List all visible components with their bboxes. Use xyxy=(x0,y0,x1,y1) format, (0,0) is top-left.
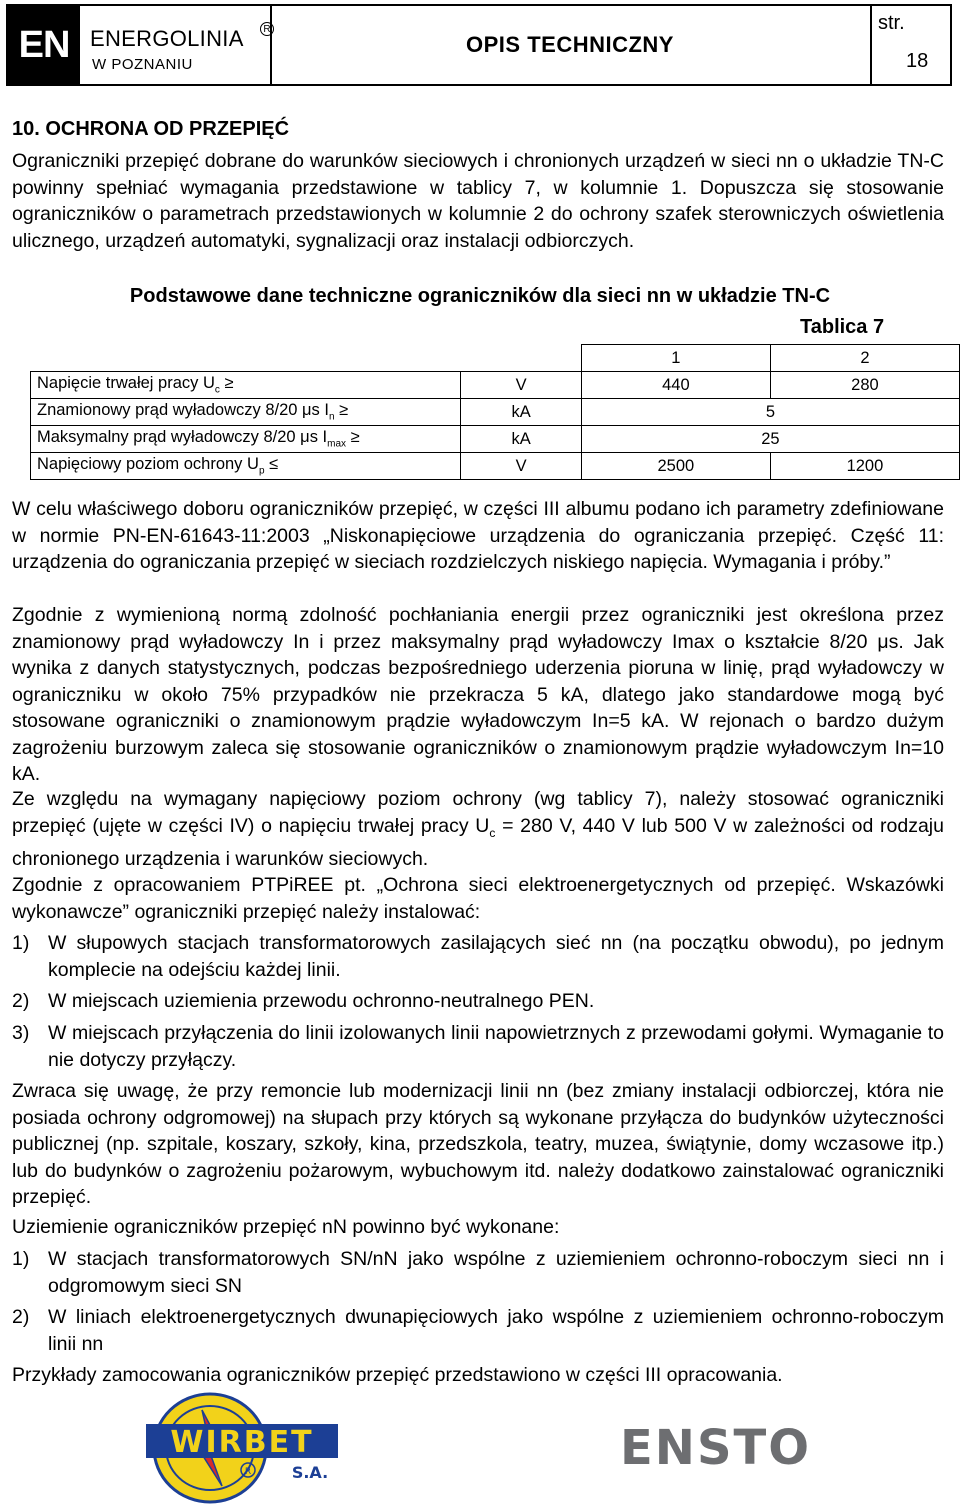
paragraph-warning: Zwraca się uwagę, że przy remoncie lub modernizacji linii nn (bez zmiany instalacji odbiorczej, która nie posiada ochrony odgromowej) na słupach przy których są wykonane przyłącza do budynków użyteczności publicznej (np. szpitale, koszary, szkoły, kina, przedszkola, teatry, muzea, świątynie, domy wczasowe itp.) lub do budynków o zagrożeniu pożarowym, wybuchowym itd. należy dodatkowo zainstalować ograniczniki przepięć. xyxy=(12,1080,944,1208)
table-cell-merged: 25 xyxy=(581,426,959,453)
table-cell-unit: kA xyxy=(461,426,582,453)
table-row xyxy=(31,399,960,426)
paragraph-grounding: Uziemienie ograniczników przepięć nN powinno być wykonane: xyxy=(12,1216,560,1238)
registered-mark-icon: R xyxy=(260,22,274,36)
ensto-logo: ENSTO xyxy=(620,1420,812,1476)
page-number: 18 xyxy=(906,50,929,72)
section-title: 10. OCHRONA OD PRZEPIĘĆ xyxy=(12,118,290,140)
table-col-header: 1 xyxy=(581,345,770,372)
table-number: Tablica 7 xyxy=(800,316,885,338)
company-block xyxy=(80,6,272,84)
intro-paragraph: Ograniczniki przepięć dobrane do warunków sieciowych i chronionych urządzeń w sieci nn o układzie TN-C powinny spełniać wymagania przedstawione w tablicy 7, w kolumnie 1. Dopuszcza się stosowanie ograniczników o parametrach przedstawionych w kolumnie 2 do ochrony szafek sterowniczych oświetlenia ulicznego, urządzeń automatyki, sygnalizacji oraz instalacji odbiorczych. xyxy=(12,150,944,252)
table-cell: 1200 xyxy=(770,453,959,480)
paragraph-energy: Zgodnie z wymienioną normą zdolność pochłaniania energii przez ograniczniki jest określona przez znamionowy prąd wyładowczy In i przez maksymalny prąd wyładowczy Imax o kształcie 8/20 μs. Jak wynika z danych statystycznych, podczas bezpośredniego uderzenia pioruna w linię, prąd wyładowczy w ograniczniku w około 75% przypadków nie przekracza 5 kA, dlatego jako standardowe mogą być stosowane ograniczniki o znamionowym prądzie wyładowczym In=5 kA. W rejonach o bardzo dużym zagrożeniu burzowym zaleca się stosowanie ograniczników o znamionowym prądzie wyładowczym In=10 kA. xyxy=(12,604,944,785)
table-cell-label: Napięcie trwałej pracy $U_c$ ≥ xyxy=(31,372,461,399)
svg-text:R: R xyxy=(244,1467,252,1477)
energolinia-logo: EN xyxy=(8,6,80,84)
table-cell-label: Napięciowy poziom ochrony $U_p$ ≤ xyxy=(31,453,461,480)
page-number-block xyxy=(870,6,950,84)
wirbet-wordmark: WIRBET xyxy=(170,1425,314,1460)
paragraph-examples: Przykłady zamocowania ograniczników przepięć przedstawiono w części III opracowania. xyxy=(12,1364,783,1386)
table-cell-label: Maksymalny prąd wyładowczy 8/20 μs $I_{max}$ ≥ xyxy=(31,426,461,453)
company-name: ENERGOLINIA xyxy=(90,26,244,51)
specs-table xyxy=(30,344,960,480)
table-row xyxy=(31,453,960,480)
document-title: OPIS TECHNICZNY xyxy=(270,6,872,84)
page-label: str. xyxy=(878,12,905,34)
paragraph-ptpiree: Zgodnie z opracowaniem PTPiREE pt. „Ochrona sieci elektroenergetycznych od przepięć. Wskazówki wykonawcze” ograniczniki przepięć należy instalować: xyxy=(12,874,944,923)
table-cell: 2500 xyxy=(581,453,770,480)
paragraph-voltage: Ze względu na wymagany napięciowy poziom ochrony (wg tablicy 7), należy stosować ograniczniki przepięć (ujęte w części IV) o napięciu trwałej pracy $U_c = 280$ V, 440 V lub 500 V w zależności od rodzaju chronionego urządzenia i warunków sieciowych. xyxy=(12,788,944,870)
page-header xyxy=(6,4,952,86)
table-title: Podstawowe dane techniczne ograniczników dla sieci nn w układzie TN-C xyxy=(129,285,831,307)
table-cell-unit: V xyxy=(461,453,582,480)
wirbet-logo xyxy=(140,1390,340,1508)
table-cell: 280 xyxy=(770,372,959,399)
wirbet-sa: S.A. xyxy=(291,1463,329,1482)
table-header-row xyxy=(31,345,960,372)
company-city: W POZNANIU xyxy=(92,56,193,73)
table-row xyxy=(31,426,960,453)
table-cell-unit: kA xyxy=(461,399,582,426)
table-col-header: 2 xyxy=(770,345,959,372)
table-cell-unit: V xyxy=(461,372,582,399)
table-cell: 440 xyxy=(581,372,770,399)
paragraph-standard: W celu właściwego doboru ograniczników przepięć, w części III albumu podano ich parametry zdefiniowane w normie PN-EN-61643-11:2003 „Niskonapięciowe urządzenia do ograniczania przepięć. Część 11: urządzenia do ograniczania przepięć w sieciach rozdzielczych niskiego napięcia. Wymagania i próby.” xyxy=(12,498,944,573)
table-row xyxy=(31,372,960,399)
table-cell-merged: 5 xyxy=(581,399,959,426)
table-cell-label: Znamionowy prąd wyładowczy 8/20 μs $I_n$ ≥ xyxy=(31,399,461,426)
